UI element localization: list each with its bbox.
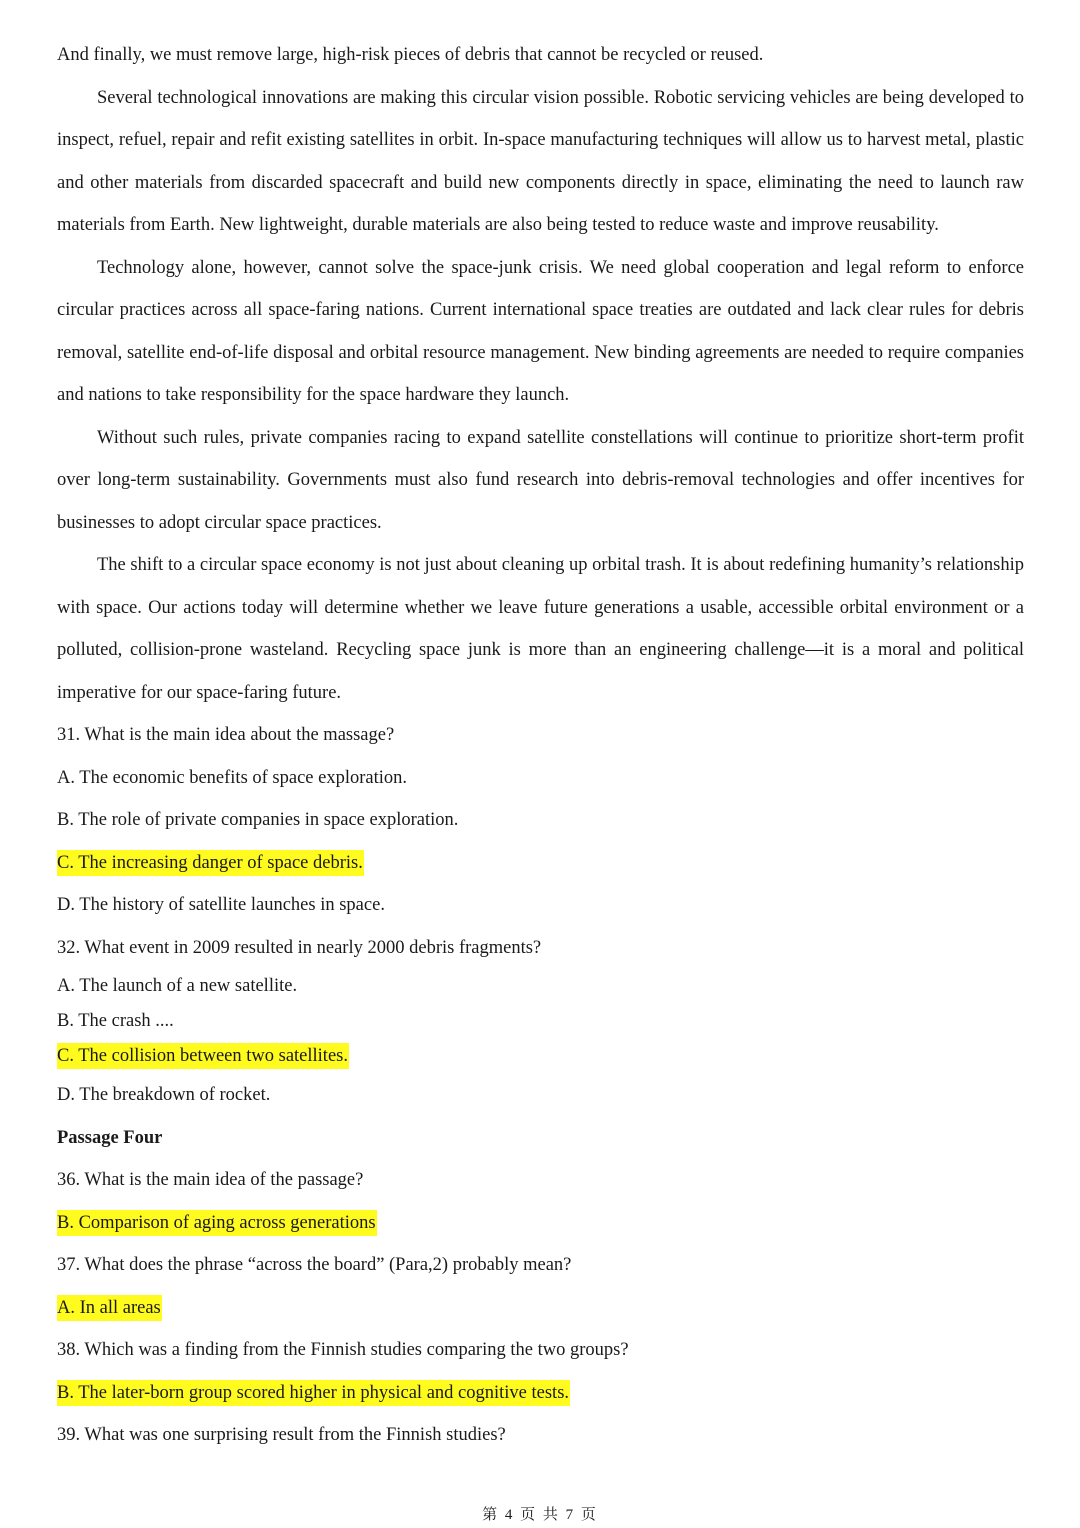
question-38 (57, 1329, 1024, 1414)
question-31 (57, 714, 1024, 927)
question-stem: 36. What is the main idea of the passage? (57, 1170, 364, 1190)
highlighted-answer: A. In all areas (57, 1295, 162, 1321)
paragraph: Several technological innovations are making this circular vision possible. Robotic servicing vehicles are being developed to inspect, refuel, repair and refit existing satellites in orbit. In-space manufacturing techniques will allow us to harvest metal, plastic and other materials from discarded spacecraft and build new components directly in space, eliminating the need to launch raw materials from Earth. New lightweight, durable materials are also being tested to reduce waste and improve reusability. (57, 87, 1024, 235)
option-answer (57, 1287, 1024, 1330)
highlighted-answer: B. The later-born group scored higher in physical and cognitive tests. (57, 1380, 570, 1406)
document-page (57, 34, 1024, 1457)
option: A. The launch of a new satellite. (57, 976, 298, 996)
option: D. The history of satellite launches in space. (57, 895, 385, 915)
question-stem: 32. What event in 2009 resulted in nearly 2000 debris fragments? (57, 937, 542, 958)
option-answer (57, 1039, 1024, 1074)
question-32 (57, 927, 1024, 1117)
paragraph: And finally, we must remove large, high-risk pieces of debris that cannot be recycled or reused. (57, 45, 764, 65)
paragraph: Without such rules, private companies racing to expand satellite constellations will continue to prioritize short-term profit over long-term sustainability. Governments must also fund research into debris-removal technologies and offer incentives for businesses to adopt circular space practices. (57, 427, 1024, 533)
page-footer: 第 4 页 共 7 页 (482, 1507, 598, 1523)
option: B. The crash .... (57, 1011, 174, 1031)
highlighted-answer: C. The collision between two satellites. (57, 1043, 349, 1069)
question-stem: 37. What does the phrase “across the board” (Para,2) probably mean? (57, 1255, 572, 1275)
option-answer (57, 842, 1024, 885)
highlighted-answer: B. Comparison of aging across generations (57, 1210, 377, 1236)
passage-text (57, 34, 1024, 714)
question-stem: 38. Which was a finding from the Finnish studies comparing the two groups? (57, 1340, 629, 1360)
section-heading: Passage Four (57, 1127, 163, 1148)
option-answer (57, 1372, 1024, 1415)
paragraph: Technology alone, however, cannot solve the space-junk crisis. We need global cooperation and legal reform to enforce circular practices across all space-faring nations. Current international space treaties are outdated and lack clear rules for debris removal, satellite end-of-life disposal and orbital resource management. New binding agreements are needed to require companies and nations to take responsibility for the space hardware they launch. (57, 257, 1024, 405)
question-stem: 31. What is the main idea about the massage? (57, 725, 395, 745)
option: A. The economic benefits of space exploration. (57, 767, 408, 788)
question-37 (57, 1244, 1024, 1329)
question-stem: 39. What was one surprising result from the Finnish studies? (57, 1425, 506, 1445)
option: D. The breakdown of rocket. (57, 1085, 271, 1105)
question-36 (57, 1159, 1024, 1244)
option: B. The role of private companies in space exploration. (57, 810, 459, 830)
option-answer (57, 1202, 1024, 1245)
paragraph: The shift to a circular space economy is not just about cleaning up orbital trash. It is about redefining humanity’s relationship with space. Our actions today will determine whether we leave future generations a usable, accessible orbital environment or a polluted, collision-prone wasteland. Recycling space junk is more than an engineering challenge—it is a moral and political imperative for our space-faring future. (57, 555, 1024, 703)
highlighted-answer: C. The increasing danger of space debris. (57, 850, 364, 876)
question-39 (57, 1414, 1024, 1457)
